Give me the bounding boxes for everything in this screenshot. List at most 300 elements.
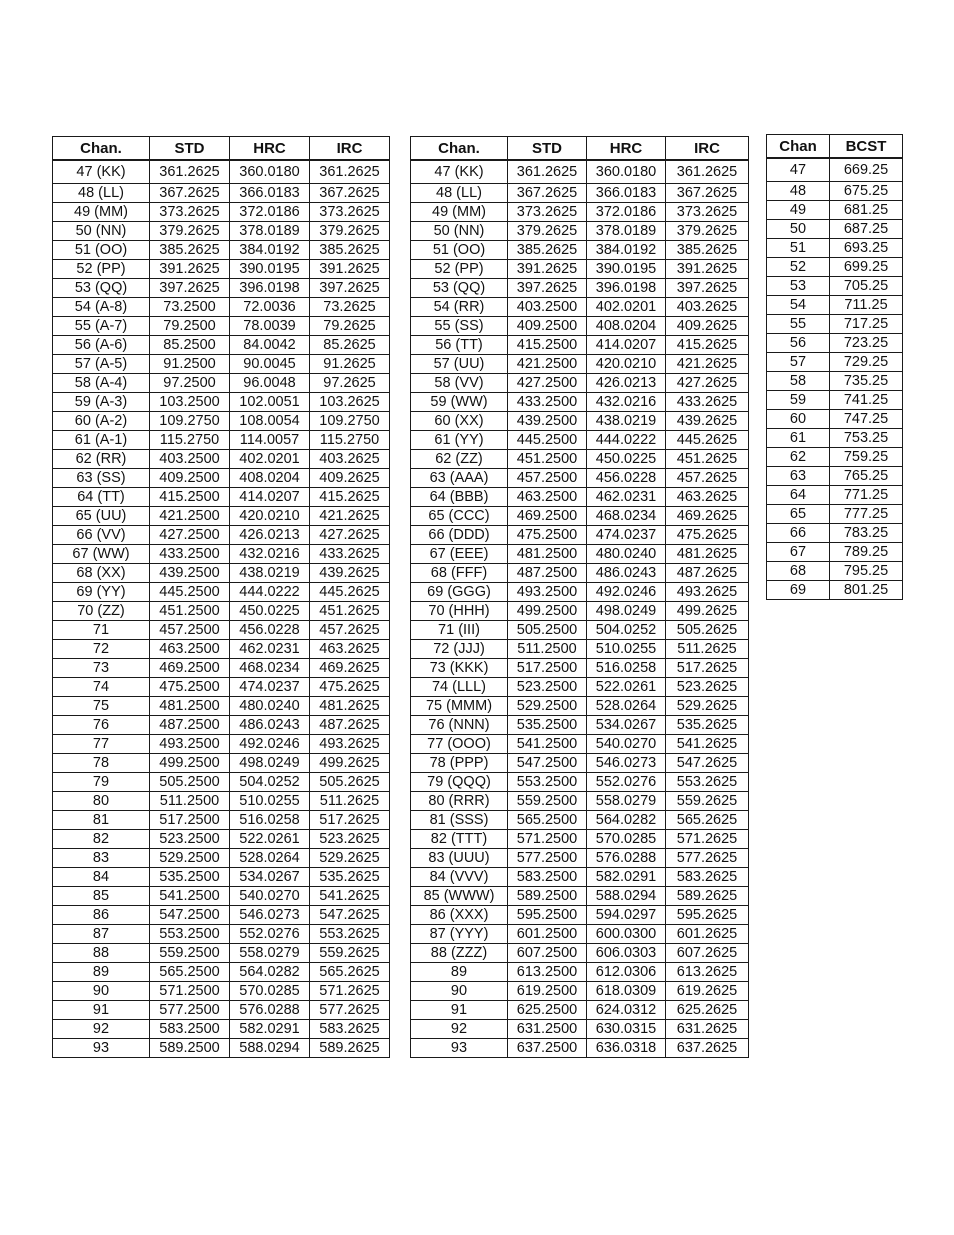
frequency-cell: 607.2625 (666, 944, 749, 963)
frequency-cell: 564.0282 (230, 963, 310, 982)
frequency-cell: 529.2625 (666, 697, 749, 716)
table-row (767, 158, 903, 182)
frequency-cell: 109.2750 (150, 412, 230, 431)
frequency-cell: 475.2500 (150, 678, 230, 697)
table-row (411, 336, 749, 355)
frequency-cell: 589.2500 (150, 1039, 230, 1058)
frequency-cell: 475.2625 (310, 678, 390, 697)
frequency-cell: 367.2625 (666, 184, 749, 203)
frequency-cell: 771.25 (830, 486, 903, 505)
channel-cell: 78 (PPP) (411, 754, 508, 773)
frequency-cell: 114.0057 (230, 431, 310, 450)
frequency-cell: 559.2625 (310, 944, 390, 963)
channel-cell: 68 (FFF) (411, 564, 508, 583)
channel-cell: 65 (UU) (53, 507, 150, 526)
column-header: HRC (230, 137, 310, 161)
frequency-cell: 517.2500 (150, 811, 230, 830)
channel-cell: 65 (CCC) (411, 507, 508, 526)
frequency-cell: 777.25 (830, 505, 903, 524)
frequency-cell: 547.2500 (150, 906, 230, 925)
table-row (411, 488, 749, 507)
table-row (53, 640, 390, 659)
channel-cell: 66 (DDD) (411, 526, 508, 545)
frequency-cell: 711.25 (830, 296, 903, 315)
table-row (411, 659, 749, 678)
channel-cell: 63 (SS) (53, 469, 150, 488)
frequency-cell: 577.2625 (666, 849, 749, 868)
frequency-cell: 451.2500 (150, 602, 230, 621)
frequency-cell: 409.2625 (310, 469, 390, 488)
frequency-cell: 445.2625 (666, 431, 749, 450)
frequency-cell: 789.25 (830, 543, 903, 562)
channel-cell: 73 (KKK) (411, 659, 508, 678)
frequency-cell: 705.25 (830, 277, 903, 296)
frequency-cell: 367.2625 (310, 184, 390, 203)
frequency-cell: 415.2500 (150, 488, 230, 507)
frequency-cell: 408.0204 (587, 317, 666, 336)
frequency-cell: 535.2500 (508, 716, 587, 735)
frequency-cell: 541.2625 (310, 887, 390, 906)
channel-cell: 69 (GGG) (411, 583, 508, 602)
table-row (411, 792, 749, 811)
table-row (411, 564, 749, 583)
frequency-cell: 367.2625 (150, 184, 230, 203)
table-row (411, 507, 749, 526)
frequency-cell: 384.0192 (587, 241, 666, 260)
frequency-cell: 426.0213 (587, 374, 666, 393)
frequency-cell: 516.0258 (230, 811, 310, 830)
table-row (411, 811, 749, 830)
frequency-cell: 439.2625 (666, 412, 749, 431)
frequency-cell: 481.2500 (150, 697, 230, 716)
frequency-cell: 102.0051 (230, 393, 310, 412)
frequency-cell: 504.0252 (230, 773, 310, 792)
table-row (411, 1001, 749, 1020)
frequency-cell: 385.2625 (666, 241, 749, 260)
channel-cell: 75 (MMM) (411, 697, 508, 716)
channel-cell: 81 (53, 811, 150, 830)
frequency-cell: 577.2625 (310, 1001, 390, 1020)
table-row (53, 849, 390, 868)
frequency-cell: 108.0054 (230, 412, 310, 431)
frequency-cell: 687.25 (830, 220, 903, 239)
table-row (53, 317, 390, 336)
channel-cell: 77 (53, 735, 150, 754)
frequency-cell: 366.0183 (230, 184, 310, 203)
frequency-cell: 421.2500 (150, 507, 230, 526)
frequency-cell: 493.2500 (150, 735, 230, 754)
channel-cell: 82 (TTT) (411, 830, 508, 849)
channel-cell: 90 (411, 982, 508, 1001)
frequency-cell: 481.2500 (508, 545, 587, 564)
frequency-cell: 85.2500 (150, 336, 230, 355)
table-row (53, 678, 390, 697)
frequency-cell: 463.2500 (508, 488, 587, 507)
channel-cell: 69 (YY) (53, 583, 150, 602)
channel-cell: 93 (411, 1039, 508, 1058)
table-row (53, 583, 390, 602)
frequency-cell: 553.2625 (666, 773, 749, 792)
table-row (767, 562, 903, 581)
frequency-cell: 681.25 (830, 201, 903, 220)
frequency-cell: 426.0213 (230, 526, 310, 545)
frequency-cell: 735.25 (830, 372, 903, 391)
frequency-cell: 385.2625 (508, 241, 587, 260)
table-row (53, 184, 390, 203)
channel-cell: 67 (767, 543, 830, 562)
table-row (411, 203, 749, 222)
table-row (411, 716, 749, 735)
frequency-cell: 372.0186 (587, 203, 666, 222)
frequency-cell: 97.2625 (310, 374, 390, 393)
frequency-cell: 499.2625 (310, 754, 390, 773)
frequency-cell: 361.2625 (666, 160, 749, 184)
frequency-cell: 450.0225 (230, 602, 310, 621)
channel-cell: 80 (RRR) (411, 792, 508, 811)
frequency-cell: 576.0288 (587, 849, 666, 868)
frequency-cell: 457.2625 (310, 621, 390, 640)
channel-cell: 91 (411, 1001, 508, 1020)
frequency-cell: 492.0246 (587, 583, 666, 602)
frequency-cell: 559.2625 (666, 792, 749, 811)
frequency-cell: 427.2500 (150, 526, 230, 545)
channel-cell: 59 (767, 391, 830, 410)
column-header: BCST (830, 135, 903, 159)
frequency-cell: 445.2625 (310, 583, 390, 602)
table-row (53, 621, 390, 640)
frequency-cell: 600.0300 (587, 925, 666, 944)
channel-cell: 52 (PP) (411, 260, 508, 279)
frequency-cell: 462.0231 (587, 488, 666, 507)
table-row (411, 1039, 749, 1058)
table-row (767, 239, 903, 258)
table-row (767, 448, 903, 467)
frequency-cell: 85.2625 (310, 336, 390, 355)
frequency-cell: 72.0036 (230, 298, 310, 317)
channel-cell: 58 (A-4) (53, 374, 150, 393)
frequency-cell: 462.0231 (230, 640, 310, 659)
channel-cell: 80 (53, 792, 150, 811)
frequency-cell: 366.0183 (587, 184, 666, 203)
frequency-cell: 624.0312 (587, 1001, 666, 1020)
frequency-cell: 474.0237 (230, 678, 310, 697)
frequency-cell: 637.2625 (666, 1039, 749, 1058)
frequency-cell: 79.2625 (310, 317, 390, 336)
channel-cell: 59 (A-3) (53, 393, 150, 412)
channel-cell: 55 (767, 315, 830, 334)
channel-cell: 51 (767, 239, 830, 258)
channel-cell: 55 (SS) (411, 317, 508, 336)
channel-cell: 69 (767, 581, 830, 600)
frequency-cell: 96.0048 (230, 374, 310, 393)
frequency-cell: 373.2625 (508, 203, 587, 222)
table-row (53, 982, 390, 1001)
table-row (53, 868, 390, 887)
channel-cell: 51 (OO) (411, 241, 508, 260)
frequency-cell: 523.2500 (150, 830, 230, 849)
table-row (53, 488, 390, 507)
frequency-cell: 669.25 (830, 158, 903, 182)
frequency-cell: 469.2625 (666, 507, 749, 526)
frequency-cell: 723.25 (830, 334, 903, 353)
table-row (411, 830, 749, 849)
frequency-cell: 420.0210 (230, 507, 310, 526)
frequency-cell: 607.2500 (508, 944, 587, 963)
table-row (767, 315, 903, 334)
channel-cell: 56 (A-6) (53, 336, 150, 355)
frequency-cell: 396.0198 (587, 279, 666, 298)
channel-cell: 47 (767, 158, 830, 182)
frequency-cell: 613.2500 (508, 963, 587, 982)
frequency-cell: 438.0219 (587, 412, 666, 431)
channel-cell: 88 (ZZZ) (411, 944, 508, 963)
table-row (411, 944, 749, 963)
frequency-cell: 565.2625 (666, 811, 749, 830)
frequency-cell: 360.0180 (587, 160, 666, 184)
frequency-cell: 391.2625 (150, 260, 230, 279)
frequency-cell: 415.2625 (666, 336, 749, 355)
table-row (411, 184, 749, 203)
channel-cell: 73 (53, 659, 150, 678)
frequency-cell: 552.0276 (230, 925, 310, 944)
frequency-cell: 439.2625 (310, 564, 390, 583)
frequency-cell: 552.0276 (587, 773, 666, 792)
frequency-cell: 571.2625 (310, 982, 390, 1001)
channel-frequency-table-b (410, 136, 749, 1058)
channel-cell: 47 (KK) (411, 160, 508, 184)
table-row (53, 507, 390, 526)
frequency-cell: 403.2500 (508, 298, 587, 317)
channel-cell: 68 (XX) (53, 564, 150, 583)
frequency-cell: 397.2625 (310, 279, 390, 298)
frequency-cell: 583.2625 (310, 1020, 390, 1039)
channel-cell: 89 (53, 963, 150, 982)
table-row (53, 469, 390, 488)
table-row (411, 925, 749, 944)
frequency-cell: 468.0234 (587, 507, 666, 526)
table-row (767, 201, 903, 220)
channel-cell: 84 (VVV) (411, 868, 508, 887)
table-row (411, 469, 749, 488)
table-row (53, 1001, 390, 1020)
frequency-cell: 456.0228 (230, 621, 310, 640)
frequency-cell: 505.2625 (310, 773, 390, 792)
table-row (53, 526, 390, 545)
frequency-cell: 588.0294 (230, 1039, 310, 1058)
frequency-cell: 630.0315 (587, 1020, 666, 1039)
channel-cell: 52 (PP) (53, 260, 150, 279)
frequency-cell: 594.0297 (587, 906, 666, 925)
frequency-cell: 475.2625 (666, 526, 749, 545)
frequency-cell: 385.2625 (310, 241, 390, 260)
frequency-cell: 90.0045 (230, 355, 310, 374)
frequency-cell: 463.2625 (666, 488, 749, 507)
channel-cell: 87 (53, 925, 150, 944)
frequency-cell: 546.0273 (587, 754, 666, 773)
frequency-cell: 565.2625 (310, 963, 390, 982)
frequency-cell: 378.0189 (230, 222, 310, 241)
frequency-cell: 619.2500 (508, 982, 587, 1001)
frequency-cell: 379.2625 (508, 222, 587, 241)
frequency-cell: 505.2500 (508, 621, 587, 640)
frequency-cell: 402.0201 (230, 450, 310, 469)
frequency-cell: 367.2625 (508, 184, 587, 203)
frequency-cell: 492.0246 (230, 735, 310, 754)
frequency-cell: 97.2500 (150, 374, 230, 393)
table-row (53, 716, 390, 735)
frequency-cell: 373.2625 (666, 203, 749, 222)
channel-cell: 48 (LL) (53, 184, 150, 203)
table-row (411, 298, 749, 317)
table-row (53, 160, 390, 184)
frequency-cell: 409.2625 (666, 317, 749, 336)
table-row (767, 543, 903, 562)
table-row (53, 906, 390, 925)
channel-cell: 60 (767, 410, 830, 429)
channel-cell: 62 (767, 448, 830, 467)
frequency-cell: 529.2625 (310, 849, 390, 868)
channel-cell: 67 (WW) (53, 545, 150, 564)
frequency-cell: 613.2625 (666, 963, 749, 982)
frequency-cell: 529.2500 (508, 697, 587, 716)
channel-cell: 53 (767, 277, 830, 296)
frequency-cell: 517.2500 (508, 659, 587, 678)
channel-cell: 74 (53, 678, 150, 697)
frequency-cell: 583.2500 (150, 1020, 230, 1039)
table-row (53, 697, 390, 716)
frequency-cell: 433.2625 (666, 393, 749, 412)
channel-cell: 90 (53, 982, 150, 1001)
channel-cell: 68 (767, 562, 830, 581)
frequency-cell: 361.2625 (310, 160, 390, 184)
table-row (767, 220, 903, 239)
channel-cell: 60 (XX) (411, 412, 508, 431)
frequency-cell: 540.0270 (230, 887, 310, 906)
table-row (53, 944, 390, 963)
table-row (767, 182, 903, 201)
frequency-cell: 421.2625 (666, 355, 749, 374)
frequency-cell: 541.2500 (508, 735, 587, 754)
frequency-cell: 373.2625 (150, 203, 230, 222)
frequency-cell: 541.2625 (666, 735, 749, 754)
frequency-cell: 486.0243 (230, 716, 310, 735)
frequency-cell: 481.2625 (666, 545, 749, 564)
frequency-cell: 583.2625 (666, 868, 749, 887)
frequency-cell: 396.0198 (230, 279, 310, 298)
frequency-cell: 529.2500 (150, 849, 230, 868)
frequency-cell: 433.2500 (508, 393, 587, 412)
channel-cell: 82 (53, 830, 150, 849)
frequency-cell: 618.0309 (587, 982, 666, 1001)
channel-cell: 64 (767, 486, 830, 505)
frequency-cell: 522.0261 (587, 678, 666, 697)
table-row (767, 277, 903, 296)
table-row (53, 241, 390, 260)
frequency-cell: 390.0195 (230, 260, 310, 279)
frequency-cell: 547.2500 (508, 754, 587, 773)
frequency-cell: 444.0222 (230, 583, 310, 602)
table-row (53, 735, 390, 754)
table-row (53, 659, 390, 678)
table-row (53, 1020, 390, 1039)
frequency-cell: 582.0291 (230, 1020, 310, 1039)
frequency-cell: 414.0207 (587, 336, 666, 355)
frequency-cell: 439.2500 (508, 412, 587, 431)
channel-cell: 66 (767, 524, 830, 543)
table-row (767, 524, 903, 543)
frequency-cell: 438.0219 (230, 564, 310, 583)
channel-cell: 61 (YY) (411, 431, 508, 450)
table-row (53, 545, 390, 564)
table-row (53, 1039, 390, 1058)
channel-cell: 54 (RR) (411, 298, 508, 317)
frequency-cell: 619.2625 (666, 982, 749, 1001)
table-row (411, 868, 749, 887)
frequency-cell: 510.0255 (230, 792, 310, 811)
table-row (411, 773, 749, 792)
table-row (767, 486, 903, 505)
frequency-cell: 414.0207 (230, 488, 310, 507)
frequency-cell: 717.25 (830, 315, 903, 334)
channel-cell: 77 (OOO) (411, 735, 508, 754)
channel-cell: 72 (JJJ) (411, 640, 508, 659)
frequency-cell: 480.0240 (587, 545, 666, 564)
channel-cell: 57 (767, 353, 830, 372)
frequency-cell: 559.2500 (508, 792, 587, 811)
frequency-cell: 372.0186 (230, 203, 310, 222)
frequency-cell: 397.2625 (666, 279, 749, 298)
channel-cell: 78 (53, 754, 150, 773)
frequency-cell: 457.2500 (508, 469, 587, 488)
column-header: HRC (587, 137, 666, 161)
frequency-cell: 534.0267 (230, 868, 310, 887)
table-row (411, 279, 749, 298)
table-row (53, 773, 390, 792)
channel-cell: 79 (53, 773, 150, 792)
frequency-cell: 463.2625 (310, 640, 390, 659)
table-row (53, 792, 390, 811)
broadcast-frequency-table (766, 134, 903, 600)
channel-cell: 67 (EEE) (411, 545, 508, 564)
frequency-cell: 801.25 (830, 581, 903, 600)
frequency-cell: 487.2625 (310, 716, 390, 735)
table-row (411, 241, 749, 260)
channel-cell: 83 (53, 849, 150, 868)
channel-cell: 85 (WWW) (411, 887, 508, 906)
frequency-cell: 528.0264 (230, 849, 310, 868)
channel-cell: 92 (411, 1020, 508, 1039)
frequency-cell: 553.2625 (310, 925, 390, 944)
frequency-cell: 565.2500 (508, 811, 587, 830)
table-row (767, 391, 903, 410)
frequency-cell: 783.25 (830, 524, 903, 543)
channel-cell: 47 (KK) (53, 160, 150, 184)
table-row (767, 581, 903, 600)
frequency-cell: 601.2625 (666, 925, 749, 944)
frequency-cell: 589.2625 (666, 887, 749, 906)
table-header-row (411, 137, 749, 161)
frequency-cell: 468.0234 (230, 659, 310, 678)
table-header-row (53, 137, 390, 161)
frequency-cell: 439.2500 (150, 564, 230, 583)
channel-cell: 49 (MM) (53, 203, 150, 222)
table-row (411, 735, 749, 754)
table-row (53, 830, 390, 849)
channel-cell: 71 (III) (411, 621, 508, 640)
column-header: IRC (310, 137, 390, 161)
frequency-cell: 379.2625 (666, 222, 749, 241)
channel-cell: 64 (BBB) (411, 488, 508, 507)
